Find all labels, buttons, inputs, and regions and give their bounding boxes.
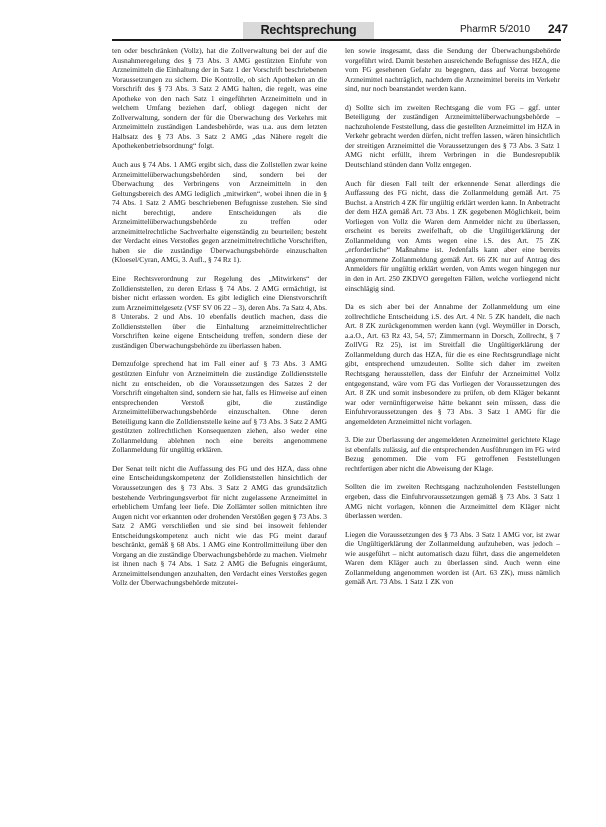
section-title: Rechtsprechung: [260, 23, 357, 37]
paragraph: Auch aus § 74 Abs. 1 AMG ergibt sich, dass die Zollstellen zwar keine Arzneimittelüberwachungsbehörden sind, sondern bei der Überwachung des Verbringens von Arzneimitteln in den Geltungsbereich des AMG lediglich „mitwirken“, wobei ihnen die in § 74 Abs. 1 Satz 2 AMG beschriebenen Befugnisse zustehen. Sie sind nicht berechtigt, andere Entscheidungen als die Arzneimittelüberwachungsbehörde zu treffen oder arzneimittelrechtliche Sachverhalte eigenständig zu beurteilen; besteht der Verdacht eines Verstoßes gegen arzneimittelrechtliche Vorschriften, haben sie die zuständige Überwachungsbehörde einzuschalten (Kloesel/Cyran, AMG, 3. Aufl., § 74 Rz 1).: [112, 160, 327, 265]
right-text-column: [345, 46, 560, 824]
journal-citation: PharmR 5/2010: [460, 24, 531, 35]
paragraph: Liegen die Voraussetzungen des § 73 Abs. 3 Satz 1 AMG vor, ist zwar die Ungültigerklärung der Zollanmeldung aufzuheben, was jedoch – wie ausgeführt – nicht automatisch dazu führt, dass die angemeldeten Waren dem Kläger auch zu überlassen sind. Auch wenn eine Zollanmeldung angenommen worden ist (Art. 63 ZK), muss nämlich gemäß Art. 73 Abs. 1 Satz 1 ZK von: [345, 529, 560, 587]
paragraph: Sollten die im zweiten Rechtsgang nachzuholenden Feststellungen ergeben, dass die Einfuhrvoraussetzungen gemäß § 73 Abs. 3 Satz 1 AMG nicht vorlagen, können die Arzneimittel dem Kläger nicht überlassen werden.: [345, 482, 560, 521]
page-header: [0, 0, 606, 40]
paragraph: len sowie insgesamt, dass die Sendung der Überwachungsbehörde vorgeführt wird. Damit bestehen ausreichende Befugnisse des HZA, die vom FG gesehenen Gefahr zu begegnen, dass auf Vorrat bezogene Arzneimittel nachträglich, nachdem die Arzneimittel bereits im Verkehr sind, nur noch beanstandet werden kann.: [345, 46, 560, 94]
paragraph: Demzufolge sprechend hat im Fall einer auf § 73 Abs. 3 AMG gestützten Einfuhr von Arzneimitteln die zuständige Zolldienststelle nicht zu entscheiden, ob die Voraussetzungen des Satzes 2 der Vorschrift eingehalten sind, sondern sie hat, falls es Hinweise auf einen entsprechenden Verstoß gibt, die zuständige Arzneimittelüberwachungsbehörde einzuschalten. Ohne deren Beteiligung kann die Zolldienststelle keine auf § 73 Abs. 3 Satz 2 AMG gestützten zollrechtlichen Konsequenzen ziehen, also weder eine Zollanmeldung ablehnen noch eine bereits angenommene Zollanmeldung für ungültig erklären.: [112, 359, 327, 455]
header-rule: [112, 39, 561, 41]
paragraph: Auch für diesen Fall teilt der erkennende Senat allerdings die Auffassung des FG nicht, dass die Zollanmeldung gemäß Art. 75 Buchst. a Anstrich 4 ZK für ungültig erklärt werden kann. In Anbetracht der dem HZA gemäß Art. 73 Abs. 1 ZK gegebenen Möglichkeit, beim Vorliegen von Vollz die Waren dem Anmelder nicht zu überlassen, erscheint es bereits zweifelhaft, ob die Ungültigerklärung der Zollanmeldung von Amts wegen eine i.S. des Art. 75 ZK „erforderliche“ Maßnahme ist. Jedenfalls kann aber eine bereits angenommene Zollanmeldung gemäß Art. 66 ZK nur auf Antrag des Anmelders für ungültig erklärt werden, von Amts wegen hingegen nur in den in Art. 250 ZKDVO geregelten Fällen, welche vorliegend nicht einschlägig sind.: [345, 178, 560, 293]
paragraph: Der Senat teilt nicht die Auffassung des FG und des HZA, dass ohne eine Entscheidungskompetenz der Zolldienststellen hinsichtlich der Voraussetzungen des § 73 Abs. 3 Satz 2 AMG das grundsätzlich bestehende Verbringungsverbot für nicht zugelassene Arzneimittel in erheblichem Umfang leer liefe. Die Zollämter sollen mitnichten ihre Augen nicht vor erkannten oder drohenden Verstößen gegen § 73 Abs. 3 Satz 2 AMG verschließen und sie sind bei insoweit fehlender Entscheidungskompetenz auch nicht wie das FG meint darauf beschränkt, gemäß § 68 Abs. 1 AMG eine Kontrollmitteilung über den Vorgang an die zuständige Überwachungsbehörde zu machen. Vielmehr ist ihnen nach § 74 Abs. 1 Satz 2 AMG die Befugnis eingeräumt, Arzneimittelsendungen anzuhalten, den Verdacht eines Verstoßes gegen Vollz der Überwachungsbehörde mitzutei-: [112, 463, 327, 588]
page-number: 247: [548, 22, 569, 36]
paragraph: d) Sollte sich im zweiten Rechtsgang die vom FG – ggf. unter Beteiligung der zuständigen Arzneimittelüberwachungsbehörde – nachzuholende Feststellung, dass die gestellten Arzneimittel im HZA in Verkehr gebracht werden dürfen, nicht treffen lassen, wären hinsichtlich der streitigen Arzneimittel die Voraussetzungen des § 73 Abs. 3 Satz 1 AMG nicht erfüllt, ihrem Verbringen in die Bundesrepublik Deutschland stünden dann Vollz entgegen.: [345, 102, 560, 170]
left-text-column: [112, 46, 327, 824]
paragraph: 3. Die zur Überlassung der angemeldeten Arzneimittel gerichtete Klage ist ebenfalls zulässig, auf die entsprechenden Ausführungen im FG wird Bezug genommen. Die vom FG getroffenen Feststellungen rechtfertigen aber nicht die Abweisung der Klage.: [345, 435, 560, 473]
paragraph: ten oder beschränken (Vollz), hat die Zollverwaltung bei der auf die Ausnahmeregelung des § 73 Abs. 3 AMG gestützten Einfuhr von Arzneimitteln die Einhaltung der in Satz 1 der Vorschrift beschriebenen Voraussetzungen zu sichern. Die Kontrolle, ob sich Apotheken an die Vorschrift des § 73 Abs. 3 Satz 2 AMG halten, die regelt, was eine Apotheke von den nach Satz 1 eingeführten Arzneimitteln und in welchem Umfang beziehen darf, obliegt dagegen nicht der Zollverwaltung, sondern der für die Überwachung des Verkehrs mit Arzneimitteln zuständigen Landesbehörde, was u.a. aus dem letzten Halbsatz des § 73 Abs. 3 Satz 2 AMG „das Nähere regelt die Apothekenbetriebsordnung“ folgt.: [112, 46, 327, 151]
paragraph: Eine Rechtsverordnung zur Regelung des „Mitwirkens“ der Zolldienststellen, zu deren Erlass § 74 Abs. 2 AMG ermächtigt, ist bisher nicht erlassen worden. Es gibt lediglich eine Dienstvorschrift zum Arzneimittelgesetz (VSF SV 06 22 – 3), deren Abs. 7a Satz 4, Abs. 8 Unterabs. 2 und Abs. 10 ebenfalls deutlich machen, dass die Zolldienststellen über die Einhaltung arzneimittelrechtlicher Vorschriften keine eigene Entscheidung treffen, sondern diese der zuständigen Überwachungsbehörde zu überlassen haben.: [112, 274, 327, 350]
paragraph: Da es sich aber bei der Annahme der Zollanmeldung um eine zollrechtliche Entscheidung i.S. des Art. 4 Nr. 5 ZK handelt, die nach Art. 8 ZK zurückgenommen werden kann (vgl. Weymüller in Dorsch, a.a.O., Art. 63 Rz 43, 54, 57; Zimmermann in Dorsch, Zollrecht, § 7 ZollVG Rz 25), ist im Streitfall die Ungültigerklärung der Zollanmeldung durch das HZA, für die es eine Rechtsgrundlage nicht gibt, entsprechend umzudeuten. Sollte sich daher im zweiten Rechtsgang herausstellen, dass der Einfuhr der Arzneimittel Vollz entgegenstand, wäre vom FG das Vorliegen der Voraussetzungen des Art. 8 ZK und somit insbesondere zu prüfen, ob dem Kläger bekannt war oder vernünftigerweise hätte bekannt sein müssen, dass die Einfuhrvoraussetzungen des § 73 Abs. 3 Satz 1 AMG für die angemeldeten Arzneimittel nicht vorlagen.: [345, 302, 560, 426]
